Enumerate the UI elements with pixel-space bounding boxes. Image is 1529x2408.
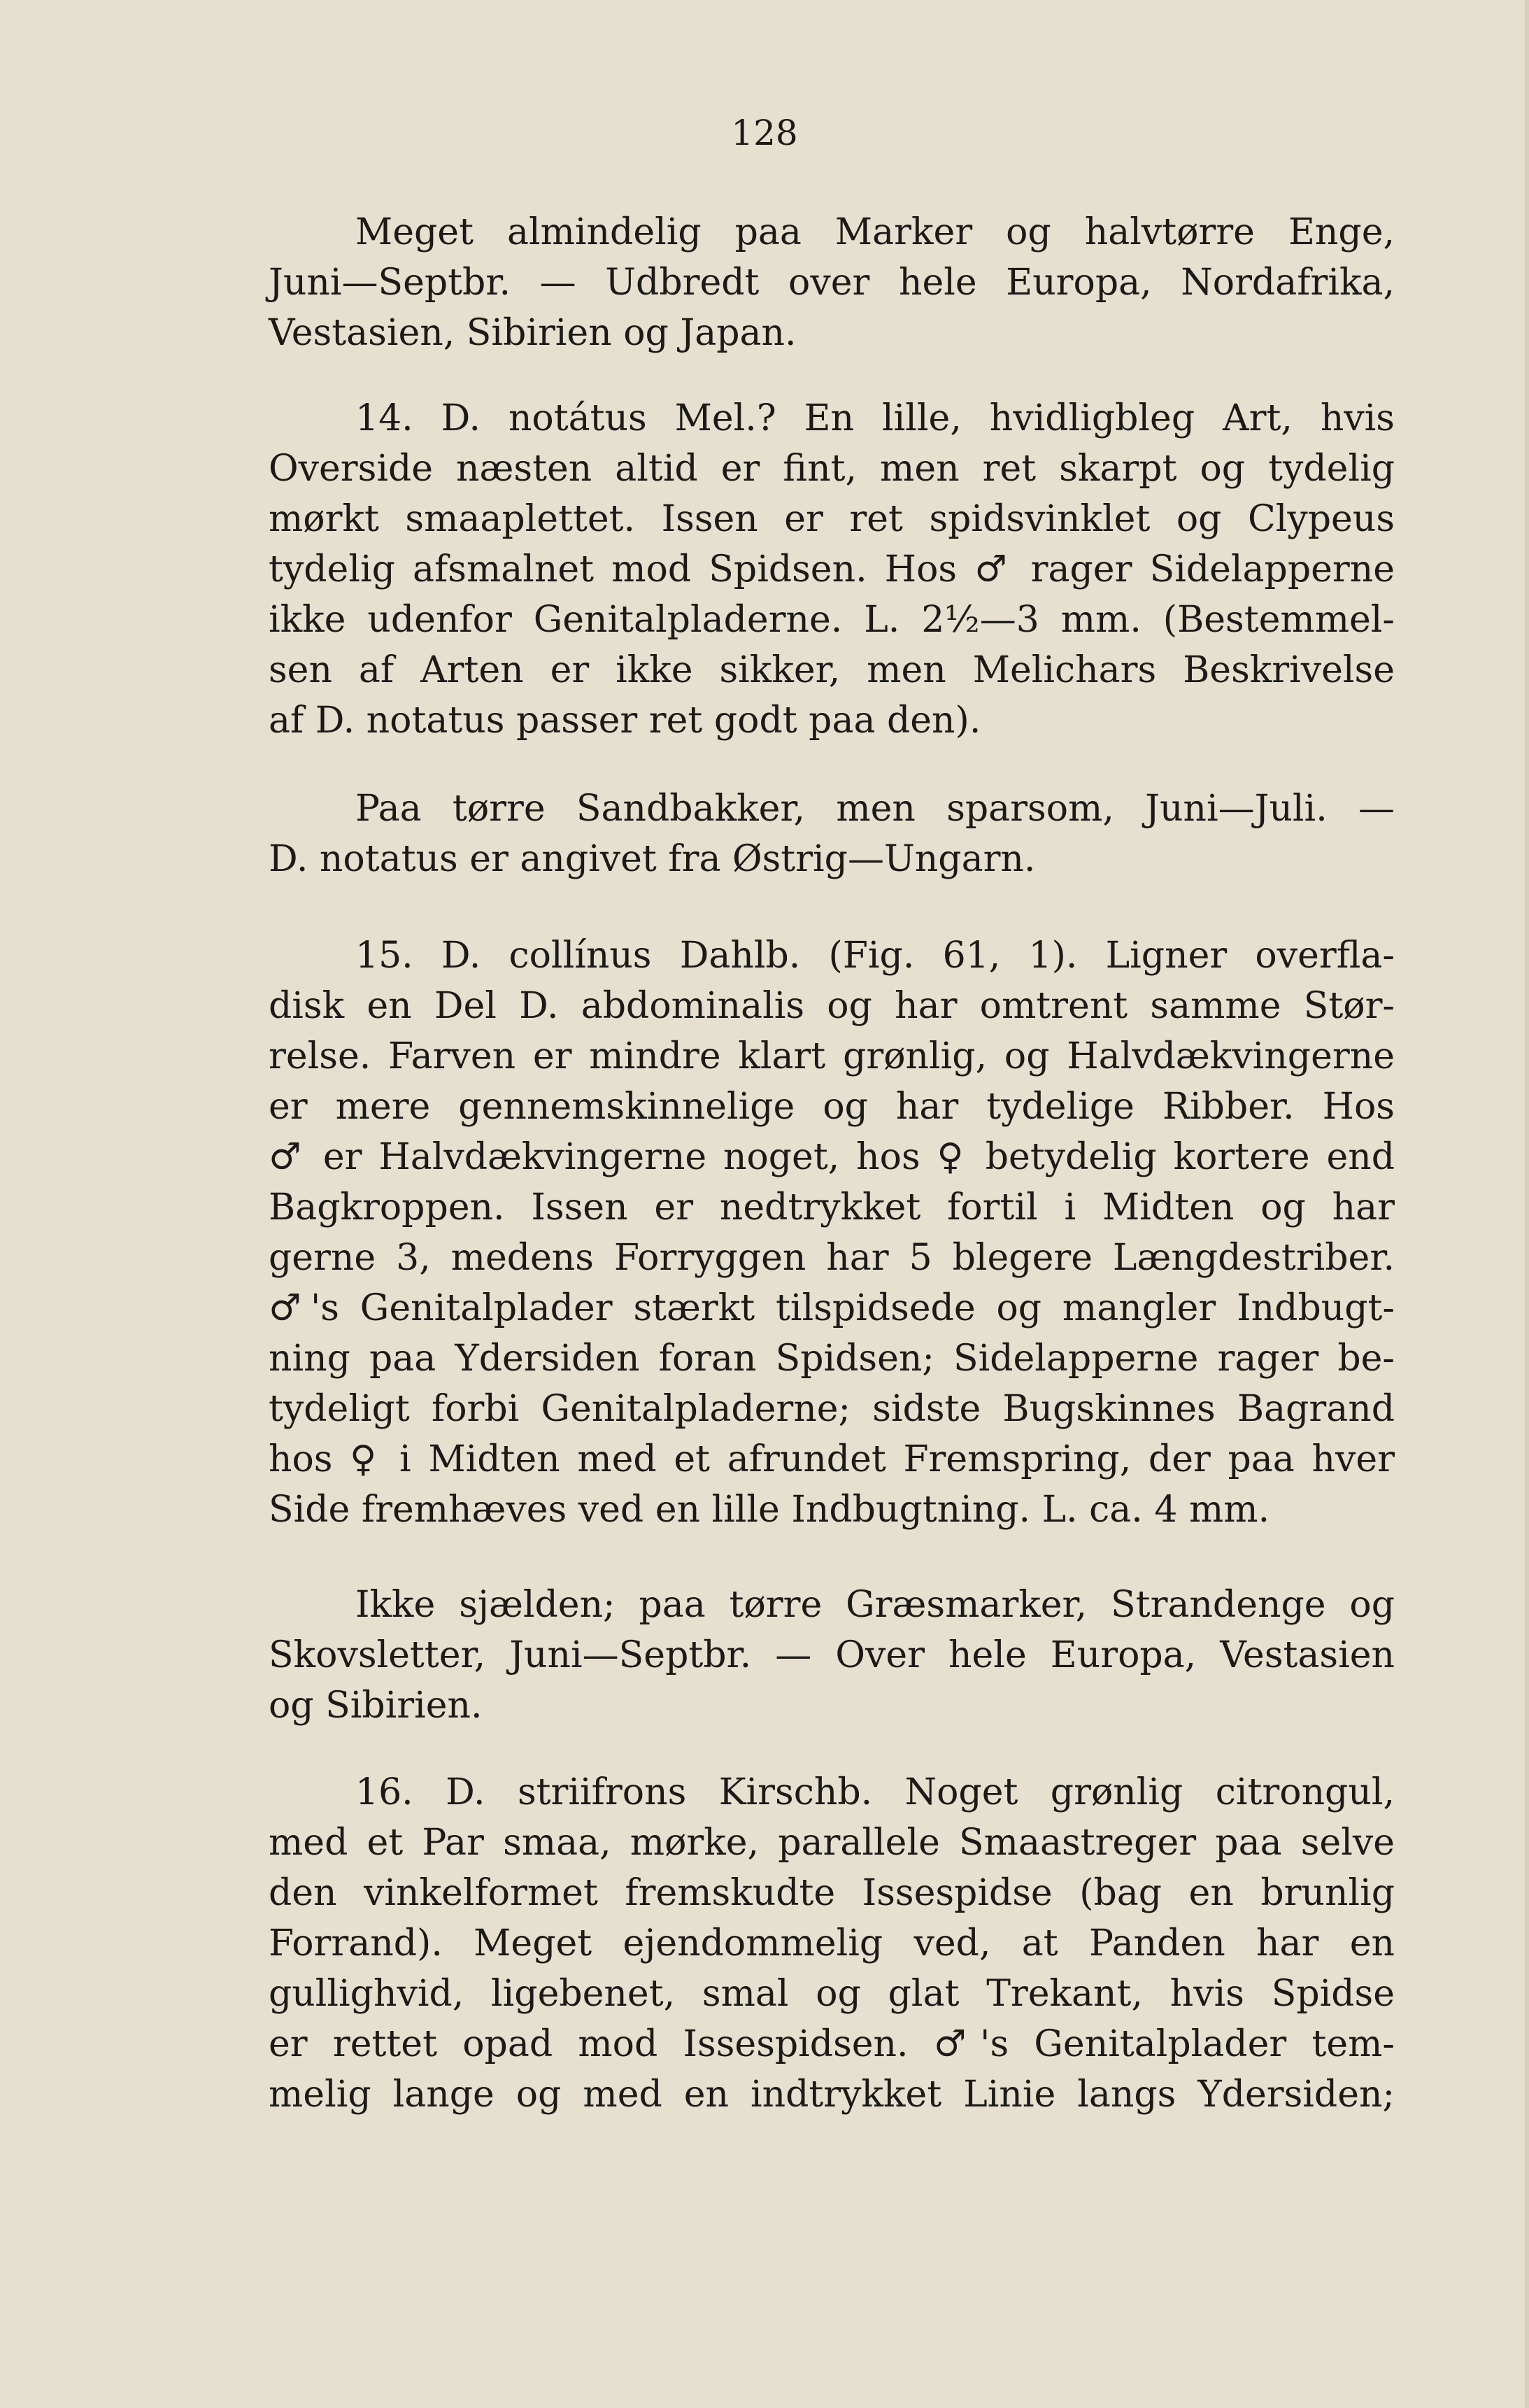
text-line: af D. notatus passer ret godt paa den). xyxy=(269,700,981,742)
text-line: Skovsletter, Juni—Septbr. — Over hele Europa, Vestasien xyxy=(269,1634,1395,1676)
text-line: Paa tørre Sandbakker, men sparsom, Juni—Juli. — xyxy=(355,788,1395,830)
text-line: disk en Del D. abdominalis og har omtrent samme Stør- xyxy=(269,985,1395,1027)
text-line: tydelig afsmalnet mod Spidsen. Hos ♂ rager Sidelapperne xyxy=(269,548,1395,590)
paragraph-2-species-14 xyxy=(269,393,1395,746)
text-line: gerne 3, medens Forryggen har 5 blegere Længdestriber. xyxy=(269,1237,1395,1279)
text-line: gullighvid, ligebenet, smal og glat Trekant, hvis Spidse xyxy=(269,1973,1395,2015)
paragraph-5 xyxy=(269,1580,1395,1731)
text-line: Forrand). Meget ejendommelig ved, at Panden har en xyxy=(269,1922,1395,1964)
text-line: Meget almindelig paa Marker og halvtørre Enge, xyxy=(355,211,1395,253)
text-line: 15. D. collínus Dahlb. (Fig. 61, 1). Ligner overfla- xyxy=(355,935,1395,977)
text-line: og Sibirien. xyxy=(269,1685,483,1727)
page-edge xyxy=(1525,0,1529,2408)
paragraph-6-species-16 xyxy=(269,1767,1395,2120)
paragraph-3 xyxy=(269,784,1395,884)
text-line: Juni—Septbr. — Udbredt over hele Europa, Nordafrika, xyxy=(269,262,1395,304)
text-line: er mere gennemskinnelige og har tydelige Ribber. Hos xyxy=(269,1086,1395,1128)
text-line: Ikke sjælden; paa tørre Græsmarker, Strandenge og xyxy=(355,1584,1395,1626)
paragraph-1 xyxy=(269,207,1395,358)
text-line: Vestasien, Sibirien og Japan. xyxy=(269,312,797,354)
text-line: sen af Arten er ikke sikker, men Melichars Beskrivelse xyxy=(269,649,1395,691)
text-line: ikke udenfor Genitalpladerne. L. 2½—3 mm. (Bestemmel- xyxy=(269,599,1395,641)
text-line: Side fremhæves ved en lille Indbugtning. L. ca. 4 mm. xyxy=(269,1489,1270,1531)
text-line: tydeligt forbi Genitalpladerne; sidste Bugskinnes Bagrand xyxy=(269,1388,1395,1430)
text-line: D. notatus er angivet fra Østrig—Ungarn. xyxy=(269,838,1036,880)
text-line: den vinkelformet fremskudte Issespidse (bag en brunlig xyxy=(269,1872,1395,1914)
text-line: relse. Farven er mindre klart grønlig, og Halvdækvingerne xyxy=(269,1035,1395,1077)
text-line: 16. D. striifrons Kirschb. Noget grønlig citrongul, xyxy=(355,1771,1395,1813)
text-line: med et Par smaa, mørke, parallele Smaastreger paa selve xyxy=(269,1822,1395,1864)
text-line: ♂'s Genitalplader stærkt tilspidsede og mangler Indbugt- xyxy=(269,1287,1395,1329)
text-line: melig lange og med en indtrykket Linie langs Ydersiden; xyxy=(269,2074,1395,2116)
text-line: er rettet opad mod Issespidsen. ♂'s Genitalplader tem- xyxy=(269,2023,1395,2065)
text-line: hos ♀ i Midten med et afrundet Fremspring, der paa hver xyxy=(269,1438,1395,1480)
text-line: mørkt smaaplettet. Issen er ret spidsvinklet og Clypeus xyxy=(269,498,1395,540)
text-line: Bagkroppen. Issen er nedtrykket fortil i Midten og har xyxy=(269,1187,1395,1228)
text-line: 14. D. notátus Mel.? En lille, hvidligbleg Art, hvis xyxy=(355,397,1395,439)
page-number: 128 xyxy=(731,113,798,153)
text-line: ♂ er Halvdækvingerne noget, hos ♀ betydelig kortere end xyxy=(269,1136,1395,1178)
text-line: ning paa Ydersiden foran Spidsen; Sidelapperne rager be- xyxy=(269,1338,1395,1380)
paragraph-4-species-15 xyxy=(269,930,1395,1535)
text-line: Overside næsten altid er fint, men ret skarpt og tydelig xyxy=(269,448,1395,490)
